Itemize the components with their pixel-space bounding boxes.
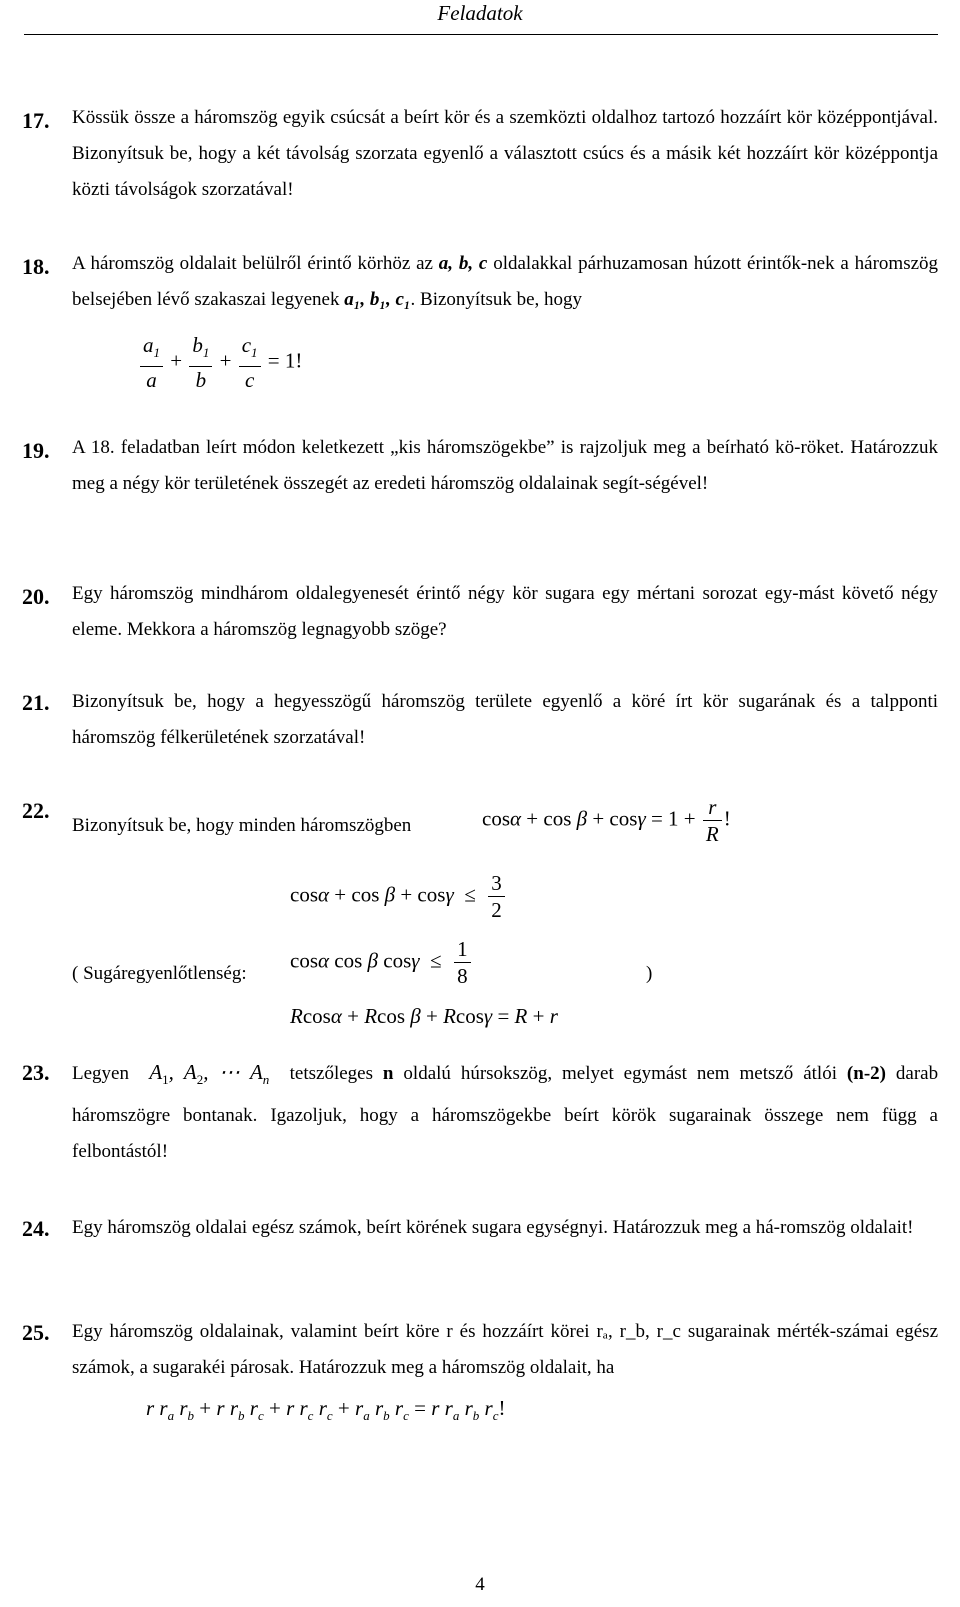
problem-number: 19. <box>22 438 50 463</box>
header-rule <box>24 34 938 35</box>
problem-text: Bizonyítsuk be, hogy minden háromszögben <box>72 815 412 836</box>
formula-22-ineq2: cosα cos β cosγ ≤ $\frac{1}{8}$ <box>290 936 473 989</box>
problem-text: Egy háromszög mindhárom oldalegyenesét érintő négy kör sugara egy mértani sorozat egy-mást követő négy eleme. Mekkora a háromszög legnagyobb szöge? <box>72 583 938 640</box>
hint-close: ) <box>646 963 653 984</box>
formula-25: r $r_a$ $r_b + r$ $r_b$ $r_c + r$ $r_c$ $r_c + r_a$ $r_b$ $r_c = r$ $r_a$ $r_b$ $r_c$! <box>146 1396 506 1424</box>
formula-22-main: cosα + cos β + cosγ = 1 + $\frac{r}{R}$ ! <box>482 795 731 846</box>
problem-number: 21. <box>22 690 50 715</box>
problem-number: 18. <box>22 254 50 279</box>
formula-18: $\frac{a_1}{a}$ + $\frac{b_1}{b}$ + $\frac{c_1}{c}$ = 1! <box>138 332 302 393</box>
page-header: Feladatok <box>437 1 523 25</box>
problem-number: 23. <box>22 1060 50 1085</box>
problem-text: A háromszög oldalait belülről érintő körhöz az a, b, c oldalakkal párhuzamosan húzott érintők-nek a háromszög belsejében lévő szakaszai legyenek a₁, b₁, c₁. Bizonyítsuk be, hogy <box>72 253 939 310</box>
problem-text: A 18. feladatban leírt módon keletkezett „kis háromszögekbe” is rajzoljuk meg a beírható kö-röket. Határozzuk meg a négy kör területének összegét az eredeti háromszög oldalainak segít-ségével! <box>72 437 938 494</box>
problem-text: Bizonyítsuk be, hogy a hegyesszögű háromszög területe egyenlő a köré írt kör sugarának és a talpponti háromszög félkerületének szorzatával! <box>72 691 938 748</box>
problem-number: 17. <box>22 108 50 133</box>
problem-text: Egy háromszög oldalai egész számok, beírt körének sugara egységnyi. Határozzuk meg a há-romszög oldalait! <box>72 1217 914 1238</box>
problem-number: 20. <box>22 584 50 609</box>
formula-22-ineq1: cosα + cos β + cosγ ≤ $\frac{3}{2}$ <box>290 870 507 923</box>
page-number: 4 <box>475 1574 485 1595</box>
problem-text: Kössük össze a háromszög egyik csúcsát a beírt kör és a szemközti oldalhoz tartozó hozzáírt kör középpontjával. Bizonyítsuk be, hogy a két távolság szorzata egyenlő a választott csúcs és a másik két hozzáírt kör középpontja közti távolságok szorzatával! <box>72 107 938 200</box>
hint-open: ( Sugáregyenlőtlenség: <box>72 963 247 984</box>
problem-number: 22. <box>22 798 50 823</box>
problem-number: 25. <box>22 1320 50 1345</box>
problem-text: Egy háromszög oldalainak, valamint beírt köre r és hozzáírt körei rₐ, r_b, r_c sugarainak mérték-számai egész számok, a sugarakéi párosak. Határozzuk meg a háromszög oldalait, ha <box>72 1321 938 1378</box>
formula-22-eq: Rcosα + Rcos β + Rcosγ = R + r <box>290 1004 558 1028</box>
problem-number: 24. <box>22 1216 50 1241</box>
problem-text: Legyen $A_1$, $A_2$, ⋯ $A_n$ tetszőleges n oldalú húrsokszög, melyet egymást nem metsző átlói (n-2) darab háromszögre bontanak. Igazoljuk, hogy a háromszögekbe beírt körök sugarainak összege nem függ a felbontástól! <box>72 1060 939 1163</box>
